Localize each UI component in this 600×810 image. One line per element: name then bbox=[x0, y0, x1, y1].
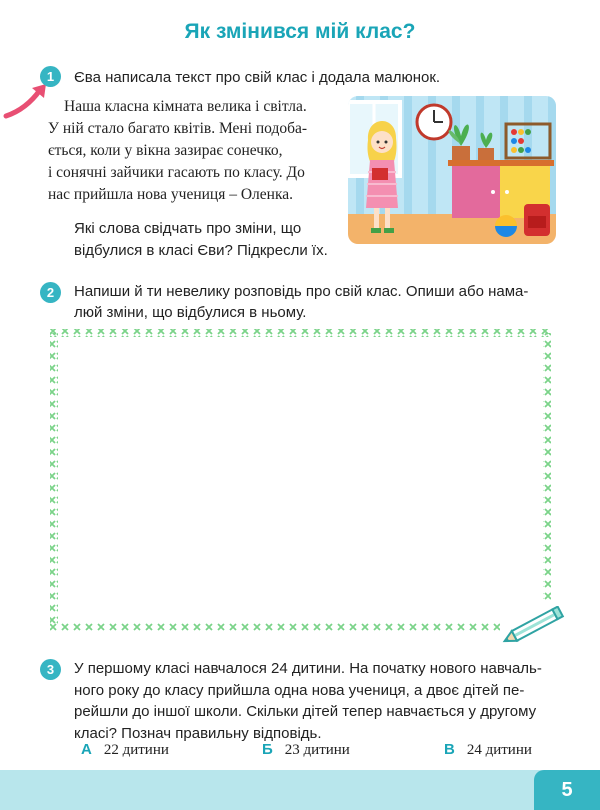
task-3-line: рейшли до іншої школи. Скільки дітей тепер навчається у другому bbox=[74, 703, 537, 720]
answer-option-c[interactable] bbox=[444, 741, 532, 759]
page-number: 5 bbox=[534, 770, 600, 810]
story-line: У ній стало багато квітів. Мені подоба- bbox=[48, 120, 308, 137]
option-text: 24 дитини bbox=[466, 742, 532, 758]
option-text: 23 дитини bbox=[284, 742, 350, 758]
task-3-line: класі? Познач правильну відповідь. bbox=[74, 724, 322, 742]
pointer-arrow-icon bbox=[2, 84, 48, 120]
task-3-text bbox=[74, 658, 542, 744]
task-3-line: У першому класі навчалося 24 дитини. На початку нового навчаль- bbox=[74, 660, 542, 677]
page-footer bbox=[0, 770, 600, 810]
task-1-question bbox=[74, 218, 336, 262]
writing-area-frame[interactable] bbox=[48, 327, 553, 639]
story-line: ється, коли у вікна зазирає сонечко, bbox=[48, 142, 283, 159]
task-number-badge: 1 bbox=[40, 66, 61, 87]
option-letter: Б bbox=[262, 741, 273, 758]
story-text bbox=[48, 96, 328, 206]
task-2-text bbox=[74, 281, 528, 323]
task-3-line: ного року до класу прийшла одна нова учениця, а двоє дітей пе- bbox=[74, 681, 525, 699]
question-line: Які слова свідчать про зміни, що bbox=[74, 220, 302, 237]
task-2-line: люй зміни, що відбулися в ньому. bbox=[74, 304, 307, 321]
page-title: Як змінився мій клас? bbox=[184, 20, 416, 43]
story-line: Наша класна кімната велика і світла. bbox=[64, 98, 307, 115]
pencil-icon bbox=[498, 606, 570, 646]
option-letter: А bbox=[81, 741, 92, 758]
task-number-badge: 2 bbox=[40, 282, 61, 303]
question-line: відбулися в класі Єви? Підкресли їх. bbox=[74, 242, 328, 259]
answer-option-b[interactable] bbox=[262, 741, 350, 759]
answer-option-a[interactable] bbox=[81, 741, 169, 759]
option-letter: В bbox=[444, 741, 455, 758]
option-text: 22 дитини bbox=[103, 742, 169, 758]
task-1-text: Єва написала текст про свій клас і додала малюнок. bbox=[74, 69, 441, 86]
task-number-badge: 3 bbox=[40, 659, 61, 680]
story-line: нас прийшла нова учениця – Оленка. bbox=[48, 186, 293, 203]
story-line: і сонячні зайчики гасають по класу. До bbox=[48, 164, 305, 181]
classroom-illustration bbox=[348, 96, 556, 244]
task-2-line: Напиши й ти невелику розповідь про свій клас. Опиши або нама- bbox=[74, 283, 529, 300]
